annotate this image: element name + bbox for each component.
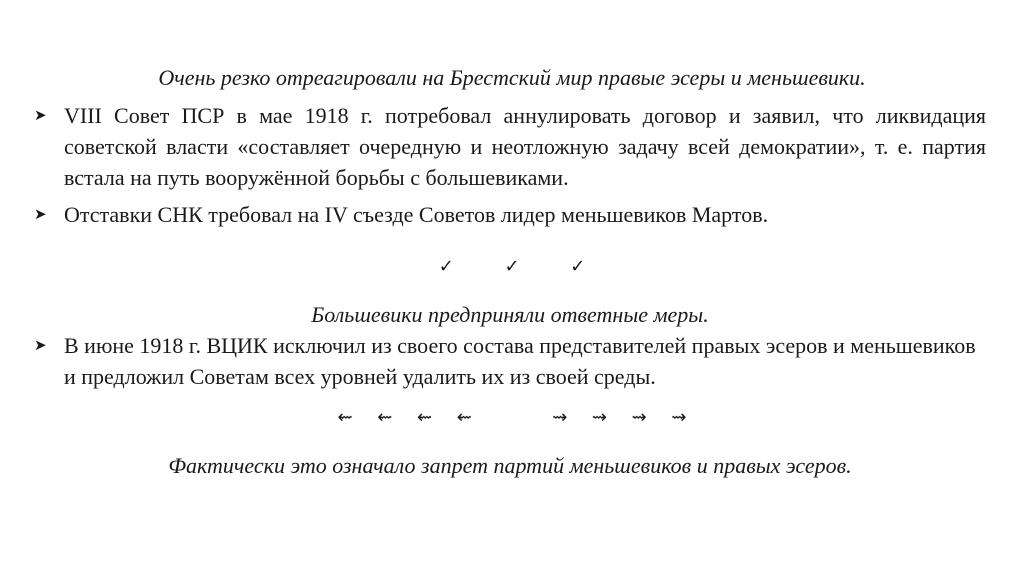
curly-left-arrow-icon: ⇜ [416,407,433,428]
arrowhead-bullet-icon: ➤ [34,106,47,124]
arrow-divider [0,406,1024,430]
heading-brest-reaction: Очень резко отреагировали на Брестский мир правые эсеры и меньшевики. [158,65,866,90]
curly-right-arrow-icon: ⇝ [671,407,687,428]
curly-right-arrow-icon: ⇝ [591,407,608,428]
curly-right-arrow-icon: ⇝ [631,407,647,428]
bullet-item-psr-council [34,100,986,193]
checkmark-icon: ✓ [438,256,454,277]
curly-left-arrow-icon: ⇜ [337,407,353,428]
bullet-item-martov [34,199,986,230]
conclusion-text: Фактически это означало запрет партий меньшевиков и правых эсеров. [168,453,852,478]
curly-left-arrow-icon: ⇜ [456,407,472,428]
bullet-text: В июне 1918 г. ВЦИК исключил из своего состава представителей правых эсеров и меньшевиков и предложил Советам всех уровней удалить их из своей среды. [64,333,976,389]
arrowhead-bullet-icon: ➤ [34,336,47,354]
bullet-text: VIII Совет ПСР в мае 1918 г. потребовал аннулировать договор и заявил, что ликвидация советской власти «составляет очередную и неотложную задачу всей демократии», т. е. партия встала на путь вооружённой борьбы с большевиками. [64,103,986,190]
arrowhead-bullet-icon: ➤ [34,205,47,223]
checkmark-icon: ✓ [504,256,520,277]
bullet-item-vtsik-exclusion [34,330,986,392]
curly-left-arrow-icon: ⇜ [377,407,393,428]
checkmark-divider [0,255,1024,279]
curly-right-arrow-icon: ⇝ [552,407,568,428]
bullet-text: Отставки СНК требовал на IV съезде Советов лидер меньшевиков Мартов. [64,202,769,227]
checkmark-icon: ✓ [570,256,586,277]
heading-bolshevik-measures: Большевики предприняли ответные меры. [311,302,709,327]
